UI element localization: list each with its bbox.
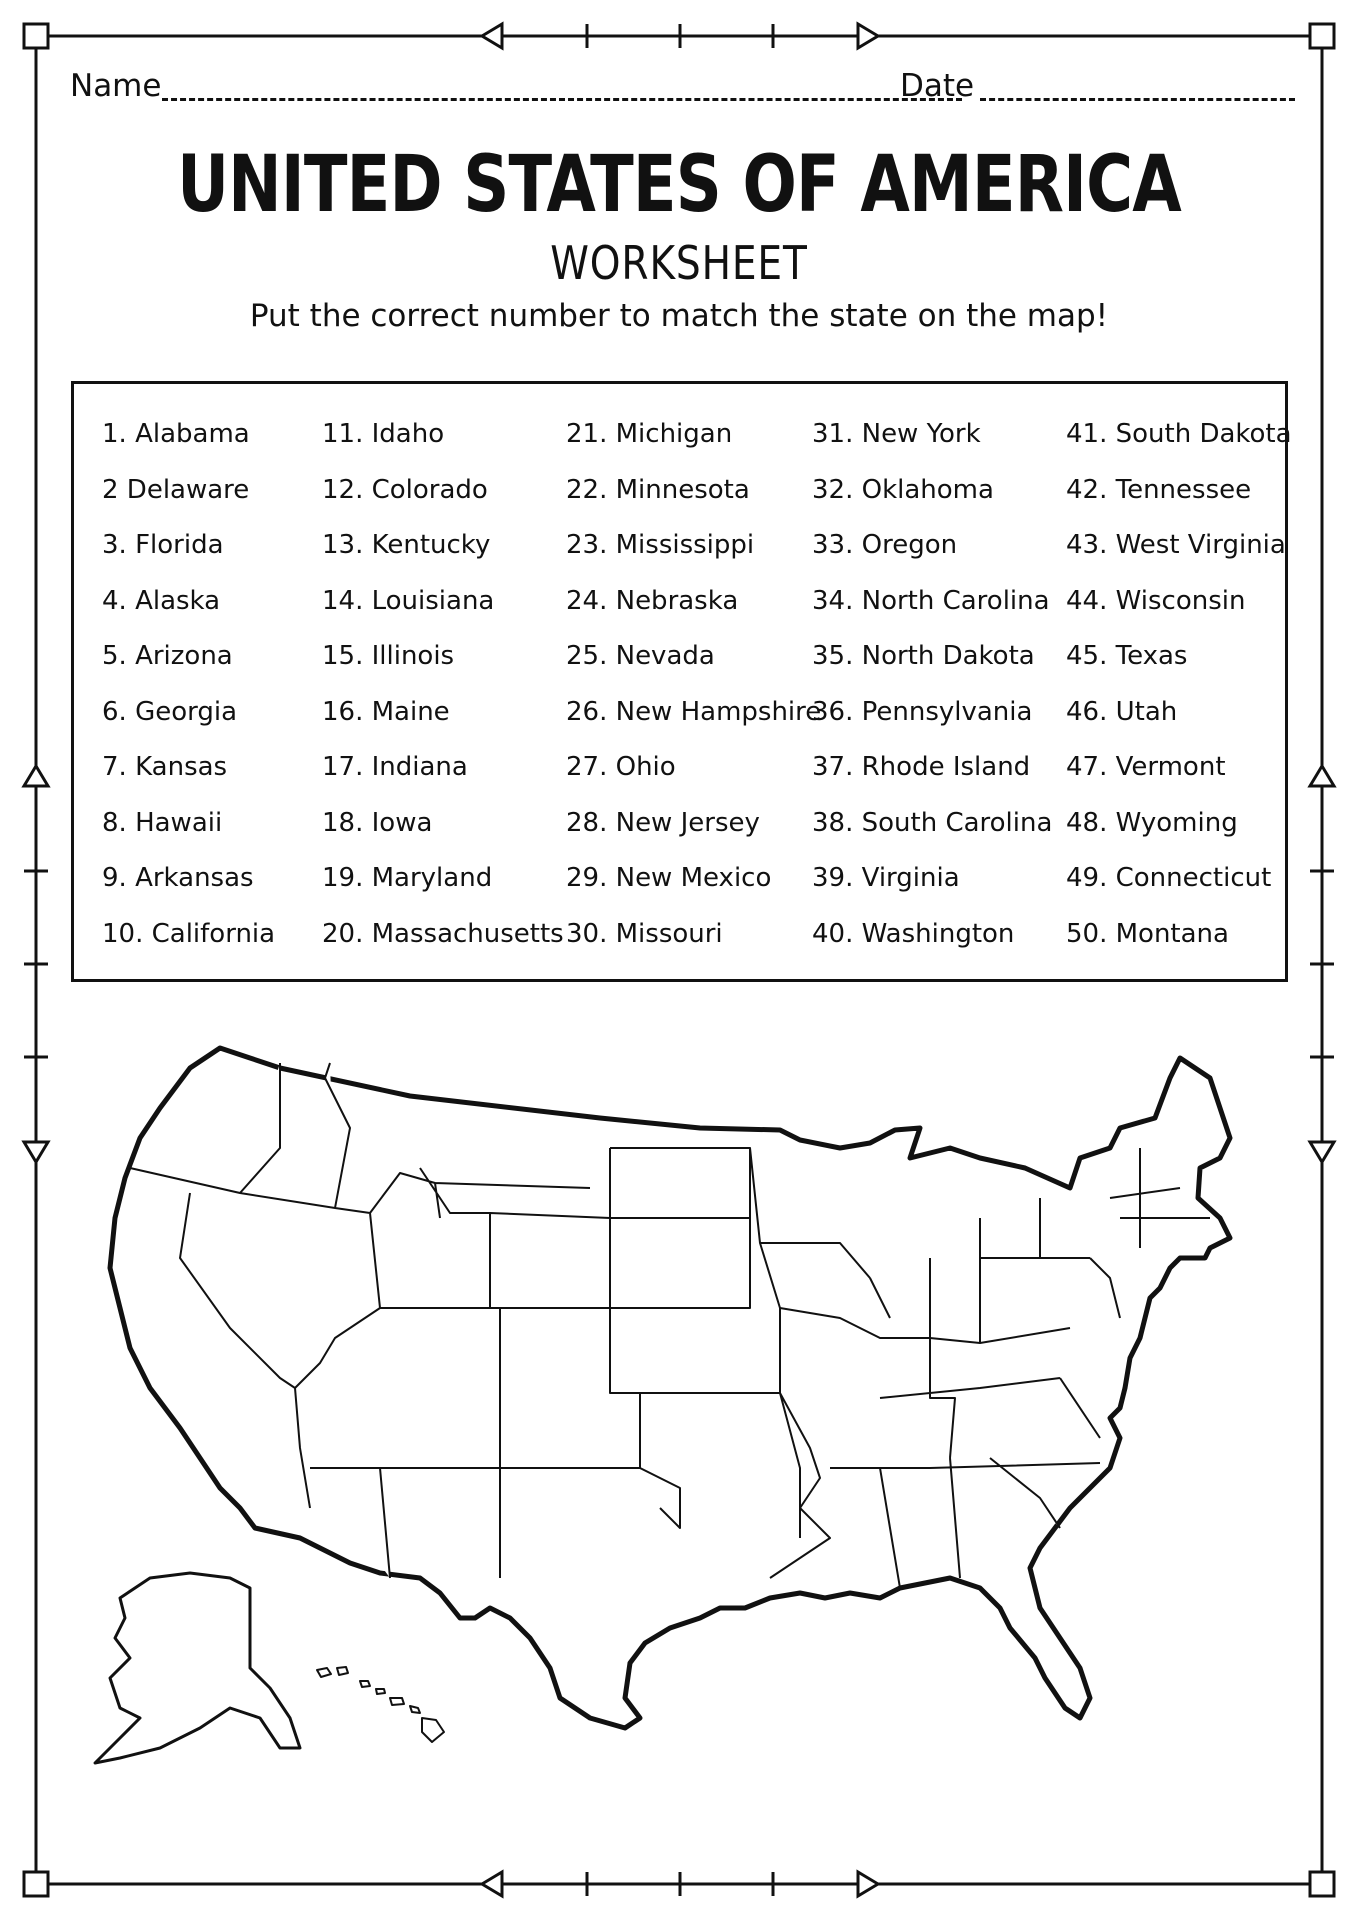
state-list-item: 4. Alaska [102, 585, 221, 616]
state-list-item: 44. Wisconsin [1066, 585, 1246, 616]
state-list-item: 10. California [102, 918, 276, 949]
state-list-item: 43. West Virginia [1066, 530, 1286, 560]
state-list-item: 17. Indiana [322, 752, 468, 782]
state-list-item: 12. Colorado [322, 474, 488, 505]
state-list-item: 30. Missouri [566, 918, 723, 949]
state-list-item: 40. Washington [812, 918, 1015, 949]
state-list-item: 41. South Dakota [1066, 419, 1292, 449]
state-list-item: 37. Rhode Island [812, 752, 1031, 782]
state-list-box [71, 381, 1292, 982]
state-list-item: 47. Vermont [1066, 752, 1226, 782]
state-list-item: 46. Utah [1066, 696, 1178, 727]
state-list-item: 14. Louisiana [322, 585, 495, 616]
state-list-item: 24. Nebraska [566, 585, 739, 616]
state-list-item: 8. Hawaii [102, 807, 223, 838]
state-list-item: 15. Illinois [322, 641, 455, 671]
state-list-item: 28. New Jersey [566, 807, 760, 838]
state-list-item: 35. North Dakota [812, 641, 1035, 671]
state-list-item: 36. Pennsylvania [812, 696, 1033, 727]
alaska-outline [95, 1573, 300, 1763]
state-list-item: 5. Arizona [102, 641, 233, 671]
us-blank-map [80, 1018, 1280, 1798]
state-list-item: 20. Massachusetts [322, 918, 564, 949]
state-list-item: 11. Idaho [322, 419, 445, 449]
state-list-item: 50. Montana [1066, 918, 1229, 949]
state-list-item: 49. Connecticut [1066, 863, 1272, 893]
name-date-row [70, 62, 1295, 112]
hawaii-islands [317, 1667, 444, 1742]
state-list-item: 31. New York [812, 419, 981, 449]
name-field[interactable] [162, 98, 962, 101]
state-list-item: 22. Minnesota [566, 474, 750, 505]
instructions-text: Put the correct number to match the state on the map! [249, 298, 1109, 334]
state-list-item: 16. Maine [322, 696, 450, 727]
state-list-item: 2 Delaware [102, 474, 250, 505]
state-list-item: 32. Oklahoma [812, 474, 994, 505]
state-list-item: 29. New Mexico [566, 863, 772, 893]
name-label: Name [70, 68, 162, 104]
state-list-item: 42. Tennessee [1066, 474, 1252, 505]
page-title: UNITED STATES OF AMERICA [177, 140, 1181, 230]
state-list-item: 33. Oregon [812, 530, 958, 560]
state-list-item: 34. North Carolina [812, 585, 1050, 616]
state-list-item: 7. Kansas [102, 752, 228, 782]
state-list-item: 23. Mississippi [566, 530, 755, 560]
state-list-item: 3. Florida [102, 530, 224, 560]
page-subtitle: WORKSHEET [550, 236, 808, 290]
state-list-item: 18. Iowa [322, 807, 433, 838]
state-list-item: 45. Texas [1066, 641, 1188, 671]
date-field[interactable] [980, 98, 1295, 101]
state-list-item: 9. Arkansas [102, 863, 254, 893]
state-list-item: 1. Alabama [102, 419, 250, 449]
state-list-item: 13. Kentucky [322, 530, 491, 560]
state-list-item: 27. Ohio [566, 752, 676, 782]
state-list-item: 26. New Hampshire [566, 696, 822, 727]
state-column-3 [566, 414, 821, 969]
state-list-item: 19. Maryland [322, 863, 493, 893]
state-list-item: 39. Virginia [812, 863, 960, 893]
state-column-5 [1066, 414, 1292, 969]
state-list-item: 25. Nevada [566, 641, 715, 671]
state-column-2 [322, 414, 564, 969]
state-list-item: 48. Wyoming [1066, 807, 1238, 838]
state-column-4 [812, 414, 1052, 969]
state-list-item: 6. Georgia [102, 696, 238, 727]
state-list-item: 38. South Carolina [812, 807, 1053, 838]
state-column-1 [102, 414, 275, 969]
date-label: Date [900, 68, 975, 104]
state-list-item: 21. Michigan [566, 419, 733, 449]
